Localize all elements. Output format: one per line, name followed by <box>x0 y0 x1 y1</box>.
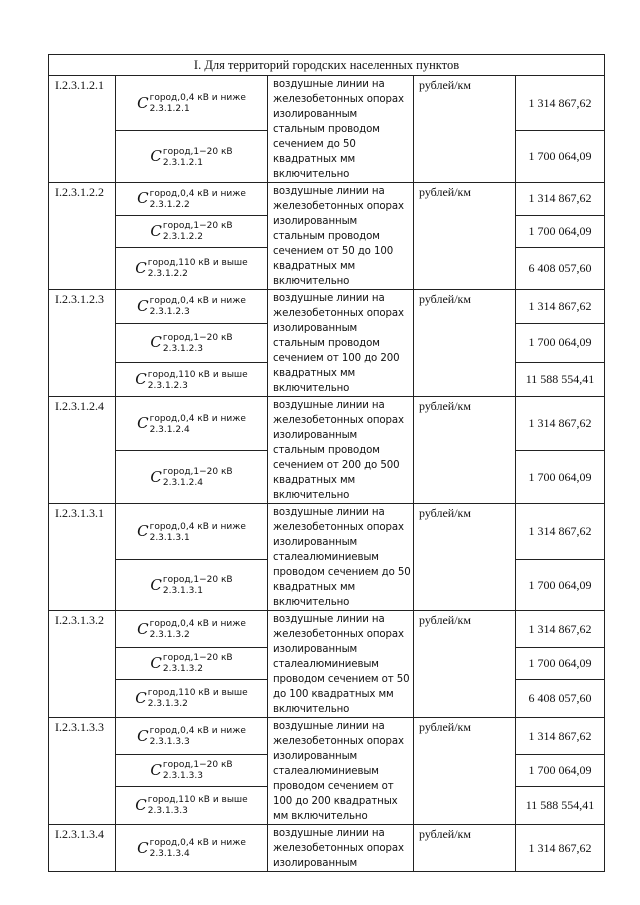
row-code: I.2.3.1.2.3 <box>49 290 116 397</box>
rate-symbol <box>116 560 268 611</box>
table-row <box>49 718 605 755</box>
rate-symbol-superscript: город,1−20 кВ <box>162 575 233 586</box>
rate-symbol-superscript: город,0,4 кВ и ниже <box>149 93 246 103</box>
rate-symbol-subscript: 2.3.1.3.3 <box>147 806 188 817</box>
rate-symbol-letter: C <box>137 414 149 432</box>
rate-symbol <box>116 247 268 289</box>
rate-value: 1 700 064,09 <box>516 560 605 611</box>
rate-value: 1 700 064,09 <box>516 215 605 247</box>
unit-label: рублей/км <box>414 290 516 397</box>
rate-symbol-superscript: город,110 кВ и выше <box>147 258 248 269</box>
rate-symbol-letter: C <box>150 221 162 240</box>
rate-symbol-superscript: город,1−20 кВ <box>162 653 233 664</box>
rate-symbol-subscript: 2.3.1.2.4 <box>162 478 203 488</box>
line-description: воздушные линии на железобетонных опорах изолированным <box>268 825 414 872</box>
rate-value: 11 588 554,41 <box>516 786 605 824</box>
rate-symbol-letter: C <box>150 575 162 594</box>
rate-symbol <box>116 323 268 363</box>
rate-symbol <box>116 397 268 451</box>
rate-symbol <box>116 183 268 216</box>
rate-symbol-superscript: город,1−20 кВ <box>162 332 233 343</box>
rate-symbol-superscript: город,1−20 кВ <box>162 221 233 232</box>
table-row <box>49 290 605 324</box>
rate-value: 1 314 867,62 <box>516 611 605 648</box>
rates-table <box>48 54 605 872</box>
rate-symbol <box>116 451 268 504</box>
rate-symbol-letter: C <box>150 653 162 672</box>
rate-symbol-subscript: 2.3.1.2.4 <box>149 424 190 435</box>
rate-symbol-letter: C <box>137 726 149 745</box>
rate-symbol-superscript: город,110 кВ и выше <box>147 688 248 699</box>
rate-symbol <box>116 786 268 824</box>
rate-symbol-subscript: 2.3.1.2.1 <box>149 104 190 114</box>
rate-symbol-superscript: город,1−20 кВ <box>162 760 233 771</box>
rate-value: 1 314 867,62 <box>516 76 605 131</box>
rate-symbol-subscript: 2.3.1.2.3 <box>162 343 203 354</box>
rate-symbol-letter: C <box>137 838 149 857</box>
unit-label: рублей/км <box>414 611 516 718</box>
rate-symbol-superscript: город,0,4 кВ и ниже <box>149 413 246 424</box>
rate-symbol-superscript: город,0,4 кВ и ниже <box>149 838 246 848</box>
rate-symbol-subscript: 2.3.1.2.3 <box>147 380 188 391</box>
line-description: воздушные линии на железобетонных опорах изолированным стальным проводом сечением от 200 до 500 квадратных мм включительно <box>268 397 414 504</box>
rate-symbol <box>116 679 268 717</box>
rate-symbol-subscript: 2.3.1.3.2 <box>162 664 203 675</box>
rate-value: 6 408 057,60 <box>516 247 605 289</box>
section-title: I. Для территорий городских населенных пунктов <box>49 55 605 76</box>
rate-symbol <box>116 363 268 397</box>
unit-label: рублей/км <box>414 825 516 872</box>
rate-value: 1 700 064,09 <box>516 451 605 504</box>
rate-value: 1 314 867,62 <box>516 504 605 560</box>
rate-symbol-letter: C <box>150 467 162 486</box>
rate-symbol-letter: C <box>150 760 162 779</box>
rate-value: 1 700 064,09 <box>516 755 605 787</box>
rate-symbol-letter: C <box>135 258 147 277</box>
rate-value: 1 700 064,09 <box>516 648 605 680</box>
row-code: I.2.3.1.3.3 <box>49 718 116 825</box>
unit-label: рублей/км <box>414 397 516 504</box>
rate-symbol-superscript: город,0,4 кВ и ниже <box>149 619 246 630</box>
rate-value: 11 588 554,41 <box>516 363 605 397</box>
rate-value: 1 700 064,09 <box>516 323 605 363</box>
rate-symbol-letter: C <box>137 296 149 315</box>
rate-symbol-subscript: 2.3.1.3.3 <box>162 771 203 782</box>
rate-symbol <box>116 825 268 872</box>
row-code: I.2.3.1.2.2 <box>49 183 116 290</box>
rate-value: 1 314 867,62 <box>516 825 605 872</box>
rate-symbol-superscript: город,110 кВ и выше <box>147 369 248 380</box>
row-code: I.2.3.1.2.4 <box>49 397 116 504</box>
rate-value: 1 314 867,62 <box>516 397 605 451</box>
line-description: воздушные линии на железобетонных опорах изолированным сталеалюминиевым проводом сечением от 50 до 100 квадратных мм включительно <box>268 611 414 718</box>
rate-symbol-letter: C <box>150 147 162 165</box>
rate-symbol-subscript: 2.3.1.3.4 <box>149 849 190 859</box>
rate-symbol-letter: C <box>137 522 149 541</box>
unit-label: рублей/км <box>414 76 516 183</box>
unit-label: рублей/км <box>414 504 516 611</box>
rate-symbol-superscript: город,0,4 кВ и ниже <box>149 188 246 199</box>
line-description: воздушные линии на железобетонных опорах изолированным стальным проводом сечением от 50 до 100 квадратных мм включительно <box>268 183 414 290</box>
row-code: I.2.3.1.3.2 <box>49 611 116 718</box>
table-row <box>49 825 605 872</box>
rate-symbol-letter: C <box>150 333 162 352</box>
rate-symbol-superscript: город,1−20 кВ <box>162 467 233 477</box>
rate-symbol-superscript: город,0,4 кВ и ниже <box>149 521 246 532</box>
rate-symbol-letter: C <box>135 370 147 389</box>
line-description: воздушные линии на железобетонных опорах изолированным сталеалюминиевым проводом сечением до 50 квадратных мм включительно <box>268 504 414 611</box>
rate-symbol <box>116 718 268 755</box>
rate-symbol-subscript: 2.3.1.3.1 <box>162 586 203 597</box>
rate-symbol-superscript: город,1−20 кВ <box>162 146 233 157</box>
rate-symbol <box>116 504 268 560</box>
rate-symbol-letter: C <box>137 93 149 112</box>
rate-symbol-letter: C <box>137 619 149 638</box>
rate-symbol-superscript: город,0,4 кВ и ниже <box>149 296 246 307</box>
rate-symbol-letter: C <box>137 189 149 208</box>
table-row <box>49 183 605 216</box>
table-row <box>49 504 605 560</box>
rate-symbol <box>116 611 268 648</box>
rate-value: 1 700 064,09 <box>516 131 605 183</box>
rate-symbol-subscript: 2.3.1.3.2 <box>147 699 188 710</box>
unit-label: рублей/км <box>414 718 516 825</box>
unit-label: рублей/км <box>414 183 516 290</box>
rate-symbol-superscript: город,110 кВ и выше <box>147 795 248 806</box>
document-page <box>48 54 604 872</box>
table-row <box>49 397 605 451</box>
rate-symbol <box>116 131 268 183</box>
rate-symbol-subscript: 2.3.1.2.2 <box>149 199 190 210</box>
rate-value: 1 314 867,62 <box>516 183 605 216</box>
section-header-row <box>49 55 605 76</box>
line-description: воздушные линии на железобетонных опорах изолированным стальным проводом сечением до 50 квадратных мм включительно <box>268 76 414 183</box>
rate-symbol-letter: C <box>135 795 147 814</box>
rate-symbol-subscript: 2.3.1.2.2 <box>162 232 203 243</box>
rate-symbol <box>116 648 268 680</box>
rate-symbol <box>116 290 268 324</box>
rate-symbol-subscript: 2.3.1.3.2 <box>149 630 190 641</box>
row-code: I.2.3.1.3.4 <box>49 825 116 872</box>
rate-value: 1 314 867,62 <box>516 290 605 324</box>
table-row <box>49 76 605 131</box>
row-code: I.2.3.1.2.1 <box>49 76 116 183</box>
rate-symbol-subscript: 2.3.1.3.3 <box>149 737 190 748</box>
rate-symbol-subscript: 2.3.1.2.2 <box>147 269 188 280</box>
rate-value: 6 408 057,60 <box>516 679 605 717</box>
rate-symbol <box>116 755 268 787</box>
rate-symbol-subscript: 2.3.1.2.1 <box>162 157 203 168</box>
line-description: воздушные линии на железобетонных опорах изолированным стальным проводом сечением от 100 до 200 квадратных мм включительно <box>268 290 414 397</box>
line-description: воздушные линии на железобетонных опорах изолированным сталеалюминиевым проводом сечением от 100 до 200 квадратных мм включительно <box>268 718 414 825</box>
table-row <box>49 611 605 648</box>
rate-symbol-subscript: 2.3.1.2.3 <box>149 307 190 318</box>
rate-symbol-letter: C <box>135 688 147 707</box>
rate-symbol <box>116 76 268 131</box>
rate-value: 1 314 867,62 <box>516 718 605 755</box>
rate-symbol <box>116 215 268 247</box>
rate-symbol-subscript: 2.3.1.3.1 <box>149 532 190 543</box>
rate-symbol-superscript: город,0,4 кВ и ниже <box>149 726 246 737</box>
row-code: I.2.3.1.3.1 <box>49 504 116 611</box>
